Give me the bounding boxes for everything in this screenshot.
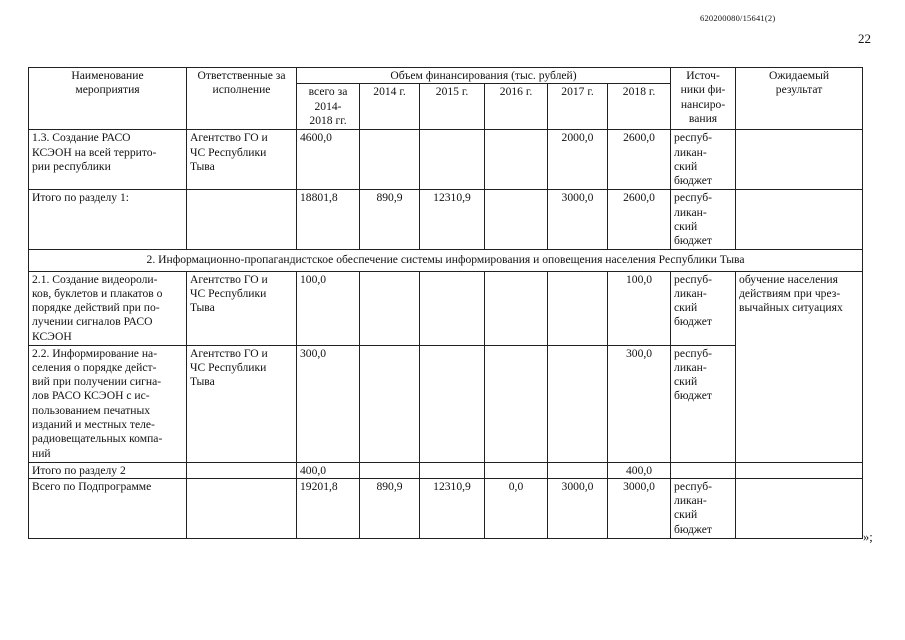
row-responsible: [187, 190, 297, 250]
row-responsible: [187, 478, 297, 538]
row-2014: 890,9: [360, 478, 420, 538]
table-row: [29, 478, 863, 538]
row-source: респуб- ликан- ский бюджет: [671, 190, 736, 250]
row-2018: 3000,0: [608, 478, 671, 538]
row-total: 18801,8: [297, 190, 360, 250]
row-result: обучение населения действиям при чрез- вычайных ситуациях: [736, 271, 863, 462]
row-name: Итого по разделу 2: [29, 462, 187, 478]
row-2016: 0,0: [485, 478, 548, 538]
row-2017: [548, 271, 608, 345]
page-number: 22: [858, 31, 871, 46]
row-2014: 890,9: [360, 190, 420, 250]
row-2016: [485, 271, 548, 345]
row-2015: [420, 271, 485, 345]
row-2017: 2000,0: [548, 130, 608, 190]
section-2-title: 2. Информационно-пропагандистское обеспечение системы информирования и оповещения населения Республики Тыва: [29, 250, 863, 271]
document-id: 620200080/15641(2): [700, 13, 776, 23]
row-2018: 100,0: [608, 271, 671, 345]
table-row: [29, 190, 863, 250]
header-funding: Объем финансирования (тыс. рублей): [297, 68, 671, 84]
row-2016: [485, 462, 548, 478]
row-responsible: Агентство ГО и ЧС Республики Тыва: [187, 345, 297, 462]
row-responsible: Агентство ГО и ЧС Республики Тыва: [187, 130, 297, 190]
header-2016: 2016 г.: [485, 84, 548, 130]
row-total: 4600,0: [297, 130, 360, 190]
row-name: 1.3. Создание РАСО КСЭОН на всей террито- рии республики: [29, 130, 187, 190]
funding-table: [28, 67, 863, 539]
row-source: респуб- ликан- ский бюджет: [671, 130, 736, 190]
row-2018: 300,0: [608, 345, 671, 462]
table-row: [29, 462, 863, 478]
row-total: 100,0: [297, 271, 360, 345]
section-title-row: [29, 250, 863, 271]
row-result: [736, 190, 863, 250]
row-2016: [485, 130, 548, 190]
row-total: 400,0: [297, 462, 360, 478]
table-row: [29, 271, 863, 345]
header-total: всего за 2014- 2018 гг.: [297, 84, 360, 130]
row-name: Всего по Подпрограмме: [29, 478, 187, 538]
row-2016: [485, 190, 548, 250]
row-total: 300,0: [297, 345, 360, 462]
row-2017: 3000,0: [548, 190, 608, 250]
header-result: Ожидаемый результат: [736, 68, 863, 130]
row-name: 2.2. Информирование на- селения о порядке дейст- вий при получении сигна- лов РАСО КСЭОН с ис- пользованием печатных изданий и местных теле- радиовещательных компа- ний: [29, 345, 187, 462]
row-source: [671, 462, 736, 478]
closing-quote-mark: »;: [863, 530, 873, 544]
row-result: [736, 478, 863, 538]
row-total: 19201,8: [297, 478, 360, 538]
row-2017: 3000,0: [548, 478, 608, 538]
header-2015: 2015 г.: [420, 84, 485, 130]
row-responsible: Агентство ГО и ЧС Республики Тыва: [187, 271, 297, 345]
header-row-1: [29, 68, 863, 84]
row-result: [736, 130, 863, 190]
header-2014: 2014 г.: [360, 84, 420, 130]
header-responsible: Ответственные за исполнение: [187, 68, 297, 130]
header-2018: 2018 г.: [608, 84, 671, 130]
table-row: [29, 130, 863, 190]
row-name: Итого по разделу 1:: [29, 190, 187, 250]
row-2018: 2600,0: [608, 190, 671, 250]
row-2015: 12310,9: [420, 190, 485, 250]
row-responsible: [187, 462, 297, 478]
header-2017: 2017 г.: [548, 84, 608, 130]
row-2015: [420, 462, 485, 478]
row-2015: [420, 130, 485, 190]
row-2015: [420, 345, 485, 462]
row-2014: [360, 130, 420, 190]
row-source: респуб- ликан- ский бюджет: [671, 478, 736, 538]
row-2014: [360, 271, 420, 345]
header-name: Наименование мероприятия: [29, 68, 187, 130]
row-name: 2.1. Создание видеороли- ков, буклетов и плакатов о порядке действий при по- лучении сигналов РАСО КСЭОН: [29, 271, 187, 345]
row-source: респуб- ликан- ский бюджет: [671, 345, 736, 462]
row-2018: 2600,0: [608, 130, 671, 190]
row-result: [736, 462, 863, 478]
row-2017: [548, 345, 608, 462]
row-2014: [360, 462, 420, 478]
header-source: Источ- ники фи- нансиро- вания: [671, 68, 736, 130]
row-2015: 12310,9: [420, 478, 485, 538]
row-2014: [360, 345, 420, 462]
row-2018: 400,0: [608, 462, 671, 478]
row-2016: [485, 345, 548, 462]
row-source: респуб- ликан- ский бюджет: [671, 271, 736, 345]
row-2017: [548, 462, 608, 478]
